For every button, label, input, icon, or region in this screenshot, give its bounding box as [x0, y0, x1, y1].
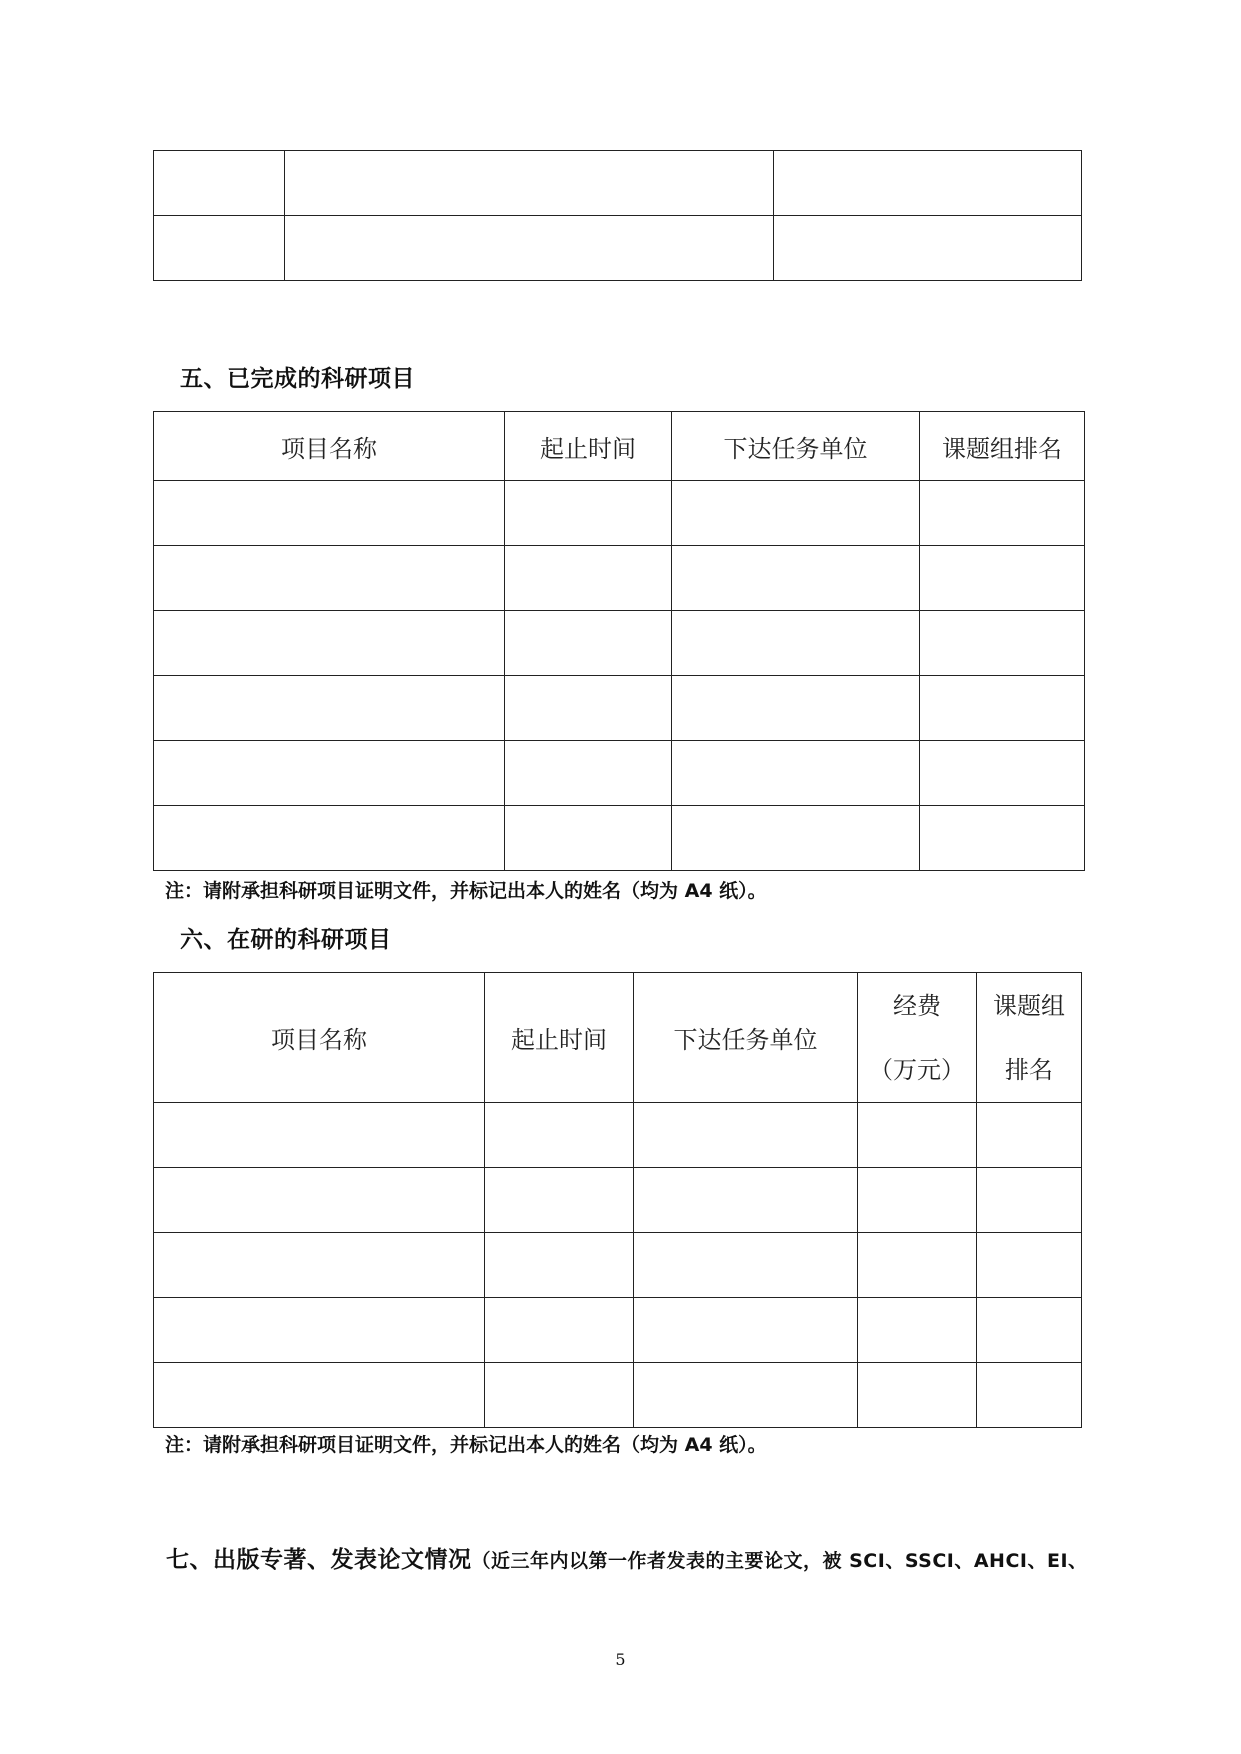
top-continuation-table — [153, 150, 1082, 281]
table-cell[interactable] — [154, 1298, 485, 1363]
header-period: 起止时间 — [485, 973, 634, 1103]
table-cell[interactable] — [154, 1233, 485, 1298]
section7-subtitle: （近三年内以第一作者发表的主要论文，被 SCI、SSCI、AHCI、EI、 — [471, 1550, 1088, 1572]
table-cell[interactable] — [634, 1103, 858, 1168]
ongoing-projects-table — [153, 972, 1082, 1428]
header-team-rank: 课题组排名 — [920, 412, 1085, 481]
table-cell[interactable] — [634, 1363, 858, 1428]
table-cell[interactable] — [485, 1233, 634, 1298]
table-row — [154, 546, 1085, 611]
header-project-name: 项目名称 — [154, 412, 505, 481]
table-cell[interactable] — [672, 481, 920, 546]
table-row — [154, 481, 1085, 546]
header-team-rank — [977, 973, 1082, 1103]
header-issuing-unit: 下达任务单位 — [634, 973, 858, 1103]
table-cell[interactable] — [505, 676, 672, 741]
header-project-name: 项目名称 — [154, 973, 485, 1103]
table-cell[interactable] — [858, 1168, 977, 1233]
table-cell[interactable] — [154, 806, 505, 871]
section5-note: 注：请附承担科研项目证明文件，并标记出本人的姓名（均为 A4 纸）。 — [165, 880, 767, 902]
table-cell[interactable] — [672, 676, 920, 741]
table-cell[interactable] — [154, 611, 505, 676]
table-cell[interactable] — [672, 806, 920, 871]
section7-title: 七、出版专著、发表论文情况 — [166, 1547, 472, 1573]
completed-projects-table — [153, 411, 1085, 871]
page-number: 5 — [615, 1650, 626, 1669]
table-cell — [154, 151, 285, 216]
table-cell — [285, 216, 774, 281]
table-cell[interactable] — [672, 546, 920, 611]
table-cell[interactable] — [672, 741, 920, 806]
table-cell — [285, 151, 774, 216]
table-cell[interactable] — [920, 481, 1085, 546]
table-cell[interactable] — [920, 546, 1085, 611]
table-row — [154, 1233, 1082, 1298]
table-row — [154, 741, 1085, 806]
table-cell[interactable] — [672, 611, 920, 676]
table-cell[interactable] — [154, 1103, 485, 1168]
table-row — [154, 806, 1085, 871]
table-cell[interactable] — [977, 1233, 1082, 1298]
table-cell[interactable] — [154, 676, 505, 741]
header-funding — [858, 973, 977, 1103]
table-cell[interactable] — [505, 741, 672, 806]
table-cell[interactable] — [485, 1103, 634, 1168]
table-cell[interactable] — [977, 1168, 1082, 1233]
table-row — [154, 611, 1085, 676]
table-cell[interactable] — [920, 806, 1085, 871]
header-period: 起止时间 — [505, 412, 672, 481]
table-cell[interactable] — [505, 546, 672, 611]
table-cell[interactable] — [858, 1298, 977, 1363]
table-cell[interactable] — [505, 806, 672, 871]
section7-heading — [166, 1541, 1088, 1574]
table-cell — [154, 216, 285, 281]
table-cell[interactable] — [977, 1298, 1082, 1363]
section6-note: 注：请附承担科研项目证明文件，并标记出本人的姓名（均为 A4 纸）。 — [165, 1434, 767, 1456]
section6-title: 六、在研的科研项目 — [180, 927, 392, 953]
header-rank-line1: 课题组 — [993, 991, 1065, 1020]
table-cell — [774, 151, 1082, 216]
table-cell[interactable] — [154, 481, 505, 546]
table-cell[interactable] — [505, 611, 672, 676]
table-row — [154, 1298, 1082, 1363]
table-cell[interactable] — [634, 1233, 858, 1298]
table-cell[interactable] — [154, 546, 505, 611]
table-cell[interactable] — [920, 676, 1085, 741]
table-cell[interactable] — [858, 1103, 977, 1168]
table-cell[interactable] — [485, 1168, 634, 1233]
table-row — [154, 1168, 1082, 1233]
table-cell[interactable] — [154, 1363, 485, 1428]
table-row — [154, 1363, 1082, 1428]
table-cell[interactable] — [154, 1168, 485, 1233]
table-cell[interactable] — [920, 741, 1085, 806]
header-rank-line2: 排名 — [1005, 1055, 1053, 1084]
table-cell[interactable] — [858, 1233, 977, 1298]
section5-title: 五、已完成的科研项目 — [180, 366, 415, 392]
table-cell — [774, 216, 1082, 281]
table-cell[interactable] — [485, 1363, 634, 1428]
table-cell[interactable] — [154, 741, 505, 806]
table-row — [154, 676, 1085, 741]
table-cell[interactable] — [634, 1168, 858, 1233]
table-row — [154, 1103, 1082, 1168]
header-issuing-unit: 下达任务单位 — [672, 412, 920, 481]
header-funding-line1: 经费 — [893, 991, 941, 1020]
table-cell[interactable] — [485, 1298, 634, 1363]
table-cell[interactable] — [505, 481, 672, 546]
table-cell[interactable] — [634, 1298, 858, 1363]
table-cell[interactable] — [977, 1103, 1082, 1168]
table-cell[interactable] — [858, 1363, 977, 1428]
header-funding-line2: （万元） — [869, 1055, 965, 1084]
table-cell[interactable] — [920, 611, 1085, 676]
table-cell[interactable] — [977, 1363, 1082, 1428]
